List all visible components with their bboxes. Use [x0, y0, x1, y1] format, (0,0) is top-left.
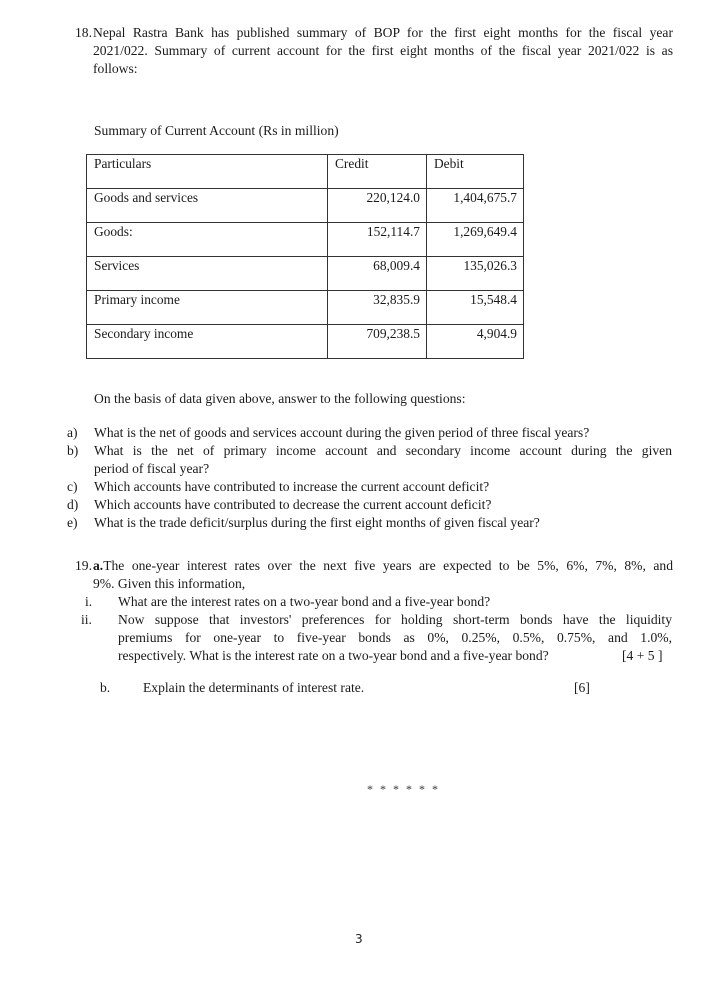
- part-b-marks: [6]: [574, 680, 590, 695]
- sub-question-a-text: What is the net of goods and services account during the given period of three fiscal years?: [94, 425, 590, 440]
- sub-question-c-label: c): [67, 479, 78, 494]
- part-b-text: Explain the determinants of interest rate.: [143, 680, 365, 695]
- cell-debit: 15,548.4: [427, 291, 524, 325]
- cell-credit: 32,835.9: [328, 291, 427, 325]
- table-row: [87, 257, 524, 291]
- sub-question-d-text: Which accounts have contributed to decrease the current account deficit?: [94, 497, 492, 512]
- sub-question-d-label: d): [67, 497, 79, 512]
- table-caption: Summary of Current Account (Rs in million): [94, 123, 339, 138]
- sub-part-ii-text-line-1: Now suppose that investors' preferences for holding short-term bonds have the liquidity: [118, 612, 672, 627]
- question-19-part-a-line-1: [93, 557, 673, 575]
- sub-question-a-label: a): [67, 425, 78, 440]
- cell-credit: 220,124.0: [328, 189, 427, 223]
- cell-particular: Goods and services: [87, 189, 328, 223]
- header-particulars: Particulars: [87, 155, 328, 189]
- part-a-label: a.: [93, 558, 104, 573]
- cell-credit: 709,238.5: [328, 325, 427, 359]
- header-credit: Credit: [328, 155, 427, 189]
- sub-question-c-text: Which accounts have contributed to increase the current account deficit?: [94, 479, 490, 494]
- sub-question-b-text-line-2: period of fiscal year?: [94, 461, 210, 476]
- question-19-number: 19.: [75, 558, 92, 573]
- part-a-marks: [4 + 5 ]: [622, 648, 663, 663]
- header-debit: Debit: [427, 155, 524, 189]
- page-number: 3: [355, 932, 363, 946]
- question-18-text-line-2: 2021/022. Summary of current account for the first eight months of the fiscal year 2021/022 is as: [93, 43, 673, 58]
- table-row: [87, 325, 524, 359]
- current-account-table: [86, 154, 524, 359]
- question-18-text-line-3: follows:: [93, 61, 138, 76]
- sub-question-e-label: e): [67, 515, 78, 530]
- table-row: [87, 223, 524, 257]
- cell-credit: 68,009.4: [328, 257, 427, 291]
- sub-part-ii-text-line-2: premiums for one-year to five-year bonds as 0%, 0.25%, 0.5%, 0.75%, and 1.0%,: [118, 630, 672, 645]
- sub-part-ii-text-line-3: respectively. What is the interest rate on a two-year bond and a five-year bond?: [118, 648, 549, 663]
- sub-question-b-text-line-1: What is the net of primary income account and secondary income account during the given: [94, 443, 672, 458]
- question-18-number: 18.: [75, 25, 92, 40]
- table-header-row: [87, 155, 524, 189]
- cell-particular: Services: [87, 257, 328, 291]
- cell-particular: Primary income: [87, 291, 328, 325]
- cell-particular: Secondary income: [87, 325, 328, 359]
- cell-credit: 152,114.7: [328, 223, 427, 257]
- sub-part-ii-label: ii.: [81, 612, 92, 627]
- table-row: [87, 291, 524, 325]
- cell-particular: Goods:: [87, 223, 328, 257]
- instruction-text: On the basis of data given above, answer to the following questions:: [94, 391, 466, 406]
- sub-question-e-text: What is the trade deficit/surplus during the first eight months of given fiscal year?: [94, 515, 540, 530]
- question-19-part-a-line-2: 9%. Given this information,: [93, 576, 246, 591]
- part-a-text: The one-year interest rates over the next five years are expected to be 5%, 6%, 7%, 8%, and: [103, 558, 673, 573]
- cell-debit: 135,026.3: [427, 257, 524, 291]
- end-of-paper-marker: * * * * * *: [367, 782, 440, 796]
- question-18-text-line-1: Nepal Rastra Bank has published summary of BOP for the first eight months for the fiscal year: [93, 25, 673, 40]
- sub-question-b-label: b): [67, 443, 79, 458]
- sub-part-i-text: What are the interest rates on a two-year bond and a five-year bond?: [118, 594, 491, 609]
- sub-part-i-label: i.: [85, 594, 93, 609]
- cell-debit: 1,404,675.7: [427, 189, 524, 223]
- cell-debit: 4,904.9: [427, 325, 524, 359]
- part-b-label: b.: [100, 680, 111, 695]
- table-row: [87, 189, 524, 223]
- cell-debit: 1,269,649.4: [427, 223, 524, 257]
